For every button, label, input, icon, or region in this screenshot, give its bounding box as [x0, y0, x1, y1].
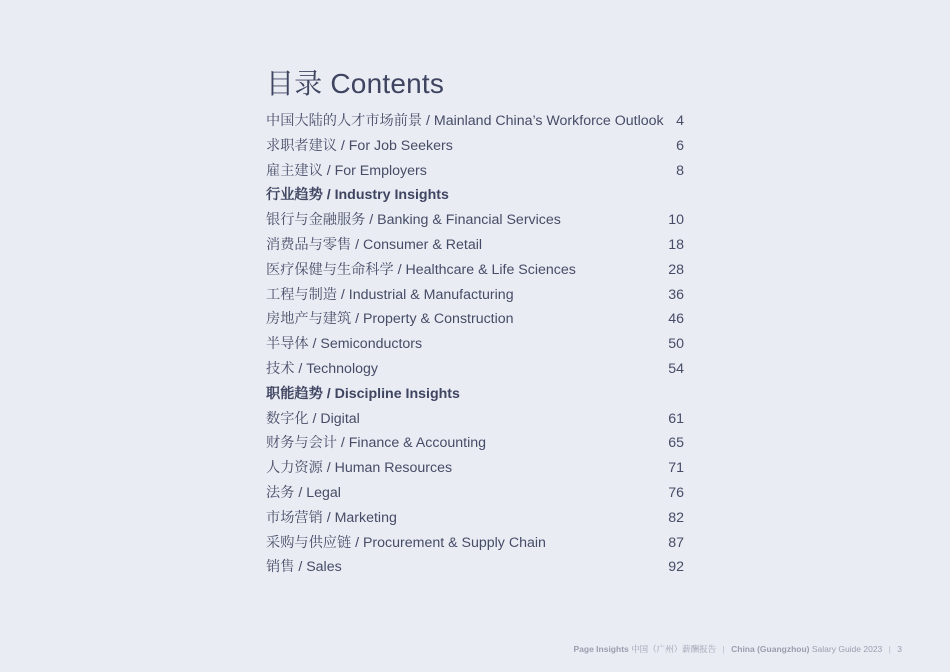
page-title: 目录 Contents	[266, 68, 445, 99]
toc-page-number: 50	[668, 336, 684, 353]
footer-edition-title: Salary Guide 2023	[811, 644, 883, 654]
toc-page-number: 76	[668, 484, 684, 501]
toc-page-number: 92	[668, 559, 684, 576]
toc-page-number: 65	[668, 435, 684, 452]
footer-divider: |	[888, 644, 891, 654]
footer-edition-location: China (Guangzhou)	[731, 644, 810, 654]
footer-page-number: 3	[897, 644, 902, 654]
toc-page-number: 18	[668, 236, 684, 253]
toc-entry[interactable]	[266, 233, 686, 258]
toc-page-number: 6	[676, 137, 684, 154]
toc-entry[interactable]	[266, 307, 686, 332]
toc-entry-label: 房地产与建筑 / Property & Construction	[266, 311, 514, 328]
toc-section-label: 职能趋势 / Discipline Insights	[266, 385, 460, 402]
toc-entry[interactable]	[266, 506, 686, 531]
toc-page-number: 8	[676, 162, 684, 179]
toc-entry[interactable]	[266, 431, 686, 456]
toc-entry[interactable]	[266, 357, 686, 382]
toc-entry[interactable]	[266, 481, 686, 506]
footer-divider: |	[722, 644, 725, 654]
toc-entry[interactable]	[266, 258, 686, 283]
toc-entry-label: 采购与供应链 / Procurement & Supply Chain	[266, 534, 546, 551]
table-of-contents	[266, 109, 686, 580]
toc-entry-label: 数字化 / Digital	[266, 410, 360, 427]
toc-entry-label: 工程与制造 / Industrial & Manufacturing	[266, 286, 514, 303]
toc-section-heading	[266, 183, 686, 208]
toc-entry-label: 人力资源 / Human Resources	[266, 460, 453, 477]
toc-section-heading	[266, 382, 686, 407]
toc-entry-label: 销售 / Sales	[266, 559, 342, 576]
toc-entry[interactable]	[266, 555, 686, 580]
toc-entry-label: 市场营销 / Marketing	[266, 509, 397, 526]
footer-brand: Page Insights	[573, 644, 629, 654]
toc-entry-label: 技术 / Technology	[266, 360, 378, 377]
toc-entry-label: 半导体 / Semiconductors	[266, 336, 423, 353]
toc-entry-label: 医疗保健与生命科学 / Healthcare & Life Sciences	[266, 261, 576, 278]
toc-entry[interactable]	[266, 134, 686, 159]
toc-entry-label: 消费品与零售 / Consumer & Retail	[266, 236, 483, 253]
toc-page-number: 46	[668, 311, 684, 328]
toc-entry[interactable]	[266, 159, 686, 184]
toc-page-number: 87	[668, 534, 684, 551]
toc-entry[interactable]	[266, 456, 686, 481]
toc-entry-label: 法务 / Legal	[266, 484, 341, 501]
toc-page-number: 61	[668, 410, 684, 427]
toc-section-label: 行业趋势 / Industry Insights	[266, 187, 449, 204]
toc-page-number: 4	[676, 113, 684, 129]
toc-entry[interactable]	[266, 109, 686, 134]
page-footer	[573, 643, 902, 655]
toc-page-number: 10	[668, 212, 684, 229]
toc-entry-label: 银行与金融服务 / Banking & Financial Services	[266, 212, 561, 229]
toc-page-number: 71	[668, 460, 684, 477]
toc-entry[interactable]	[266, 283, 686, 308]
toc-entry[interactable]	[266, 332, 686, 357]
footer-report-title-cn: 中国（广州）薪酬报告	[631, 644, 717, 654]
toc-entry-label: 中国大陆的人才市场前景 / Mainland China’s Workforce Outlook	[266, 113, 664, 129]
toc-entry-label: 雇主建议 / For Employers	[266, 162, 427, 179]
toc-entry[interactable]	[266, 531, 686, 556]
toc-page-number: 36	[668, 286, 684, 303]
toc-page-number: 82	[668, 509, 684, 526]
toc-entry[interactable]	[266, 208, 686, 233]
toc-entry-label: 财务与会计 / Finance & Accounting	[266, 435, 486, 452]
toc-entry[interactable]	[266, 407, 686, 432]
toc-entry-label: 求职者建议 / For Job Seekers	[266, 137, 453, 154]
toc-page-number: 28	[668, 261, 684, 278]
toc-page-number: 54	[668, 360, 684, 377]
